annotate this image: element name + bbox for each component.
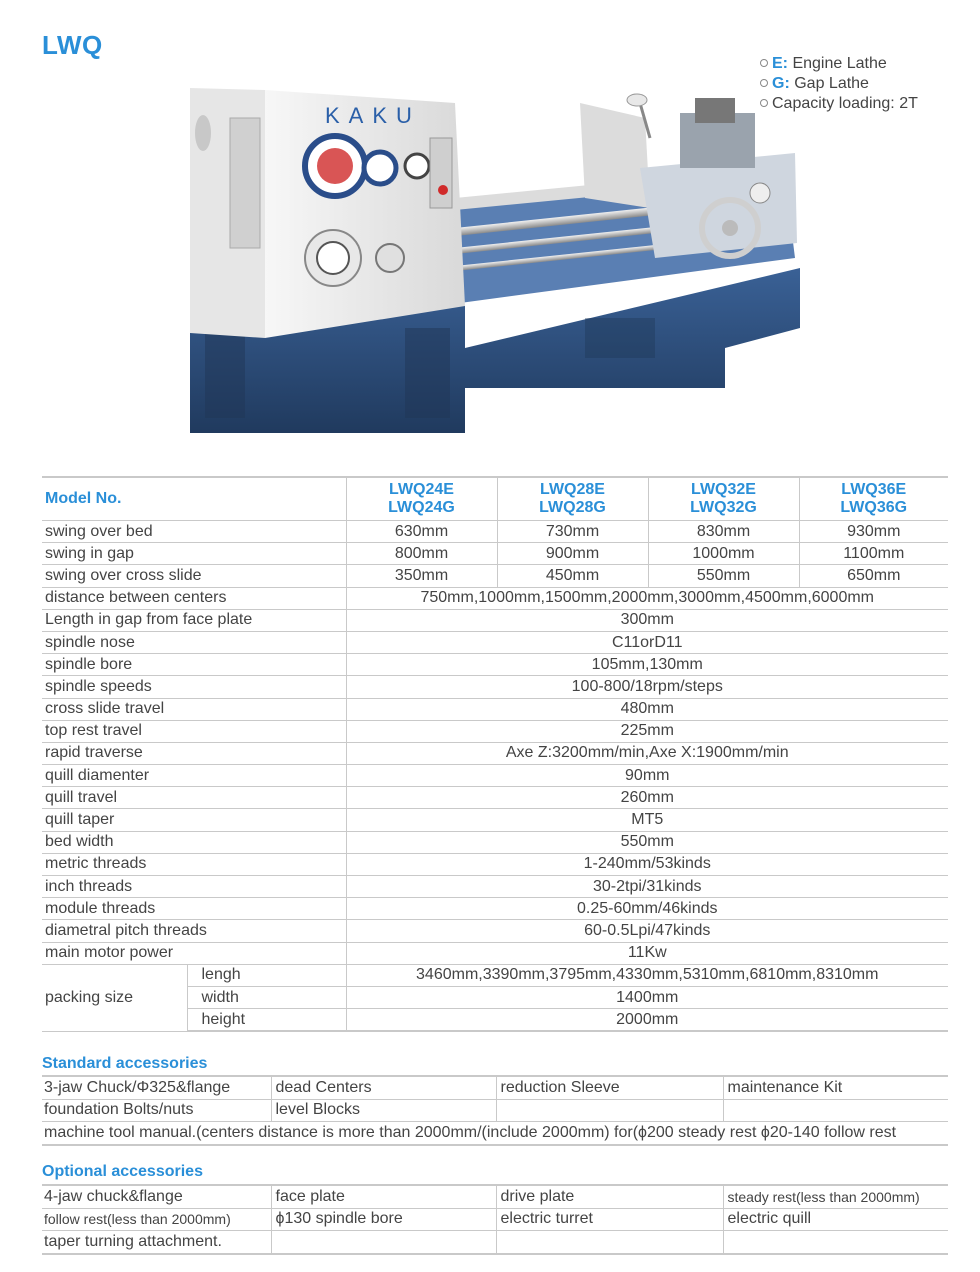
machine-brand: KAKU [325,103,421,128]
table-row: rapid traverse Axe Z:3200mm/min,Axe X:1900mm/min [42,742,948,764]
lathe-machine-image [185,78,815,458]
table-row: swing in gap 800mm 900mm 1000mm 1100mm [42,543,948,565]
optional-accessories-table [42,1184,948,1255]
table-row: bed width 550mm [42,831,948,853]
legend-item: Capacity loading: 2T [760,94,918,114]
table-row: height 2000mm [42,1009,948,1032]
model-label: Model No. [42,477,346,521]
standard-accessories-title: Standard accessories [42,1055,208,1072]
legend-item: G: Gap Lathe [760,74,918,94]
spec-table [42,476,948,1032]
table-row: machine tool manual.(centers distance is more than 2000mm/(include 2000mm) for(ϕ200 steady rest ϕ20-140 follow rest [42,1122,948,1145]
table-row: distance between centers 750mm,1000mm,1500mm,2000mm,3000mm,4500mm,6000mm [42,587,948,609]
table-row: module threads 0.25-60mm/46kinds [42,898,948,920]
model-cell: LWQ28E LWQ28G [497,477,648,521]
model-cell: LWQ32E LWQ32G [648,477,799,521]
table-row: inch threads 30-2tpi/31kinds [42,876,948,898]
table-row: quill diamenter 90mm [42,765,948,787]
table-row: foundation Bolts/nuts level Blocks [42,1099,948,1122]
table-row: swing over cross slide 350mm 450mm 550mm 650mm [42,565,948,587]
table-row: quill travel 260mm [42,787,948,809]
table-row: metric threads 1-240mm/53kinds [42,853,948,875]
table-row: width 1400mm [42,986,948,1008]
table-row: spindle nose C11orD11 [42,631,948,653]
table-row: taper turning attachment. [42,1231,948,1254]
table-row: diametral pitch threads 60-0.5Lpi/47kinds [42,920,948,942]
table-header-row [42,477,948,521]
table-row: spindle bore 105mm,130mm [42,654,948,676]
table-row: top rest travel 225mm [42,720,948,742]
model-cell: LWQ36E LWQ36G [799,477,948,521]
optional-accessories-title: Optional accessories [42,1163,203,1180]
packing-label: packing size [42,964,187,1031]
table-row: cross slide travel 480mm [42,698,948,720]
table-row: main motor power 11Kw [42,942,948,964]
table-row: 3-jaw Chuck/Φ325&flange dead Centers reduction Sleeve maintenance Kit [42,1076,948,1099]
table-row: quill taper MT5 [42,809,948,831]
legend-item: E: Engine Lathe [760,54,918,74]
standard-accessories-table [42,1075,948,1146]
page-title: LWQ [42,30,103,60]
table-row: packing size lengh 3460mm,3390mm,3795mm,4330mm,5310mm,6810mm,8310mm [42,964,948,986]
model-cell: LWQ24E LWQ24G [346,477,497,521]
table-row: Length in gap from face plate 300mm [42,609,948,631]
table-row: follow rest(less than 2000mm) ϕ130 spindle bore electric turret electric quill [42,1208,948,1231]
bullet-icon [760,59,768,67]
table-row: 4-jaw chuck&flange face plate drive plate steady rest(less than 2000mm) [42,1185,948,1208]
table-row: spindle speeds 100-800/18rpm/steps [42,676,948,698]
table-row: swing over bed 630mm 730mm 830mm 930mm [42,521,948,543]
